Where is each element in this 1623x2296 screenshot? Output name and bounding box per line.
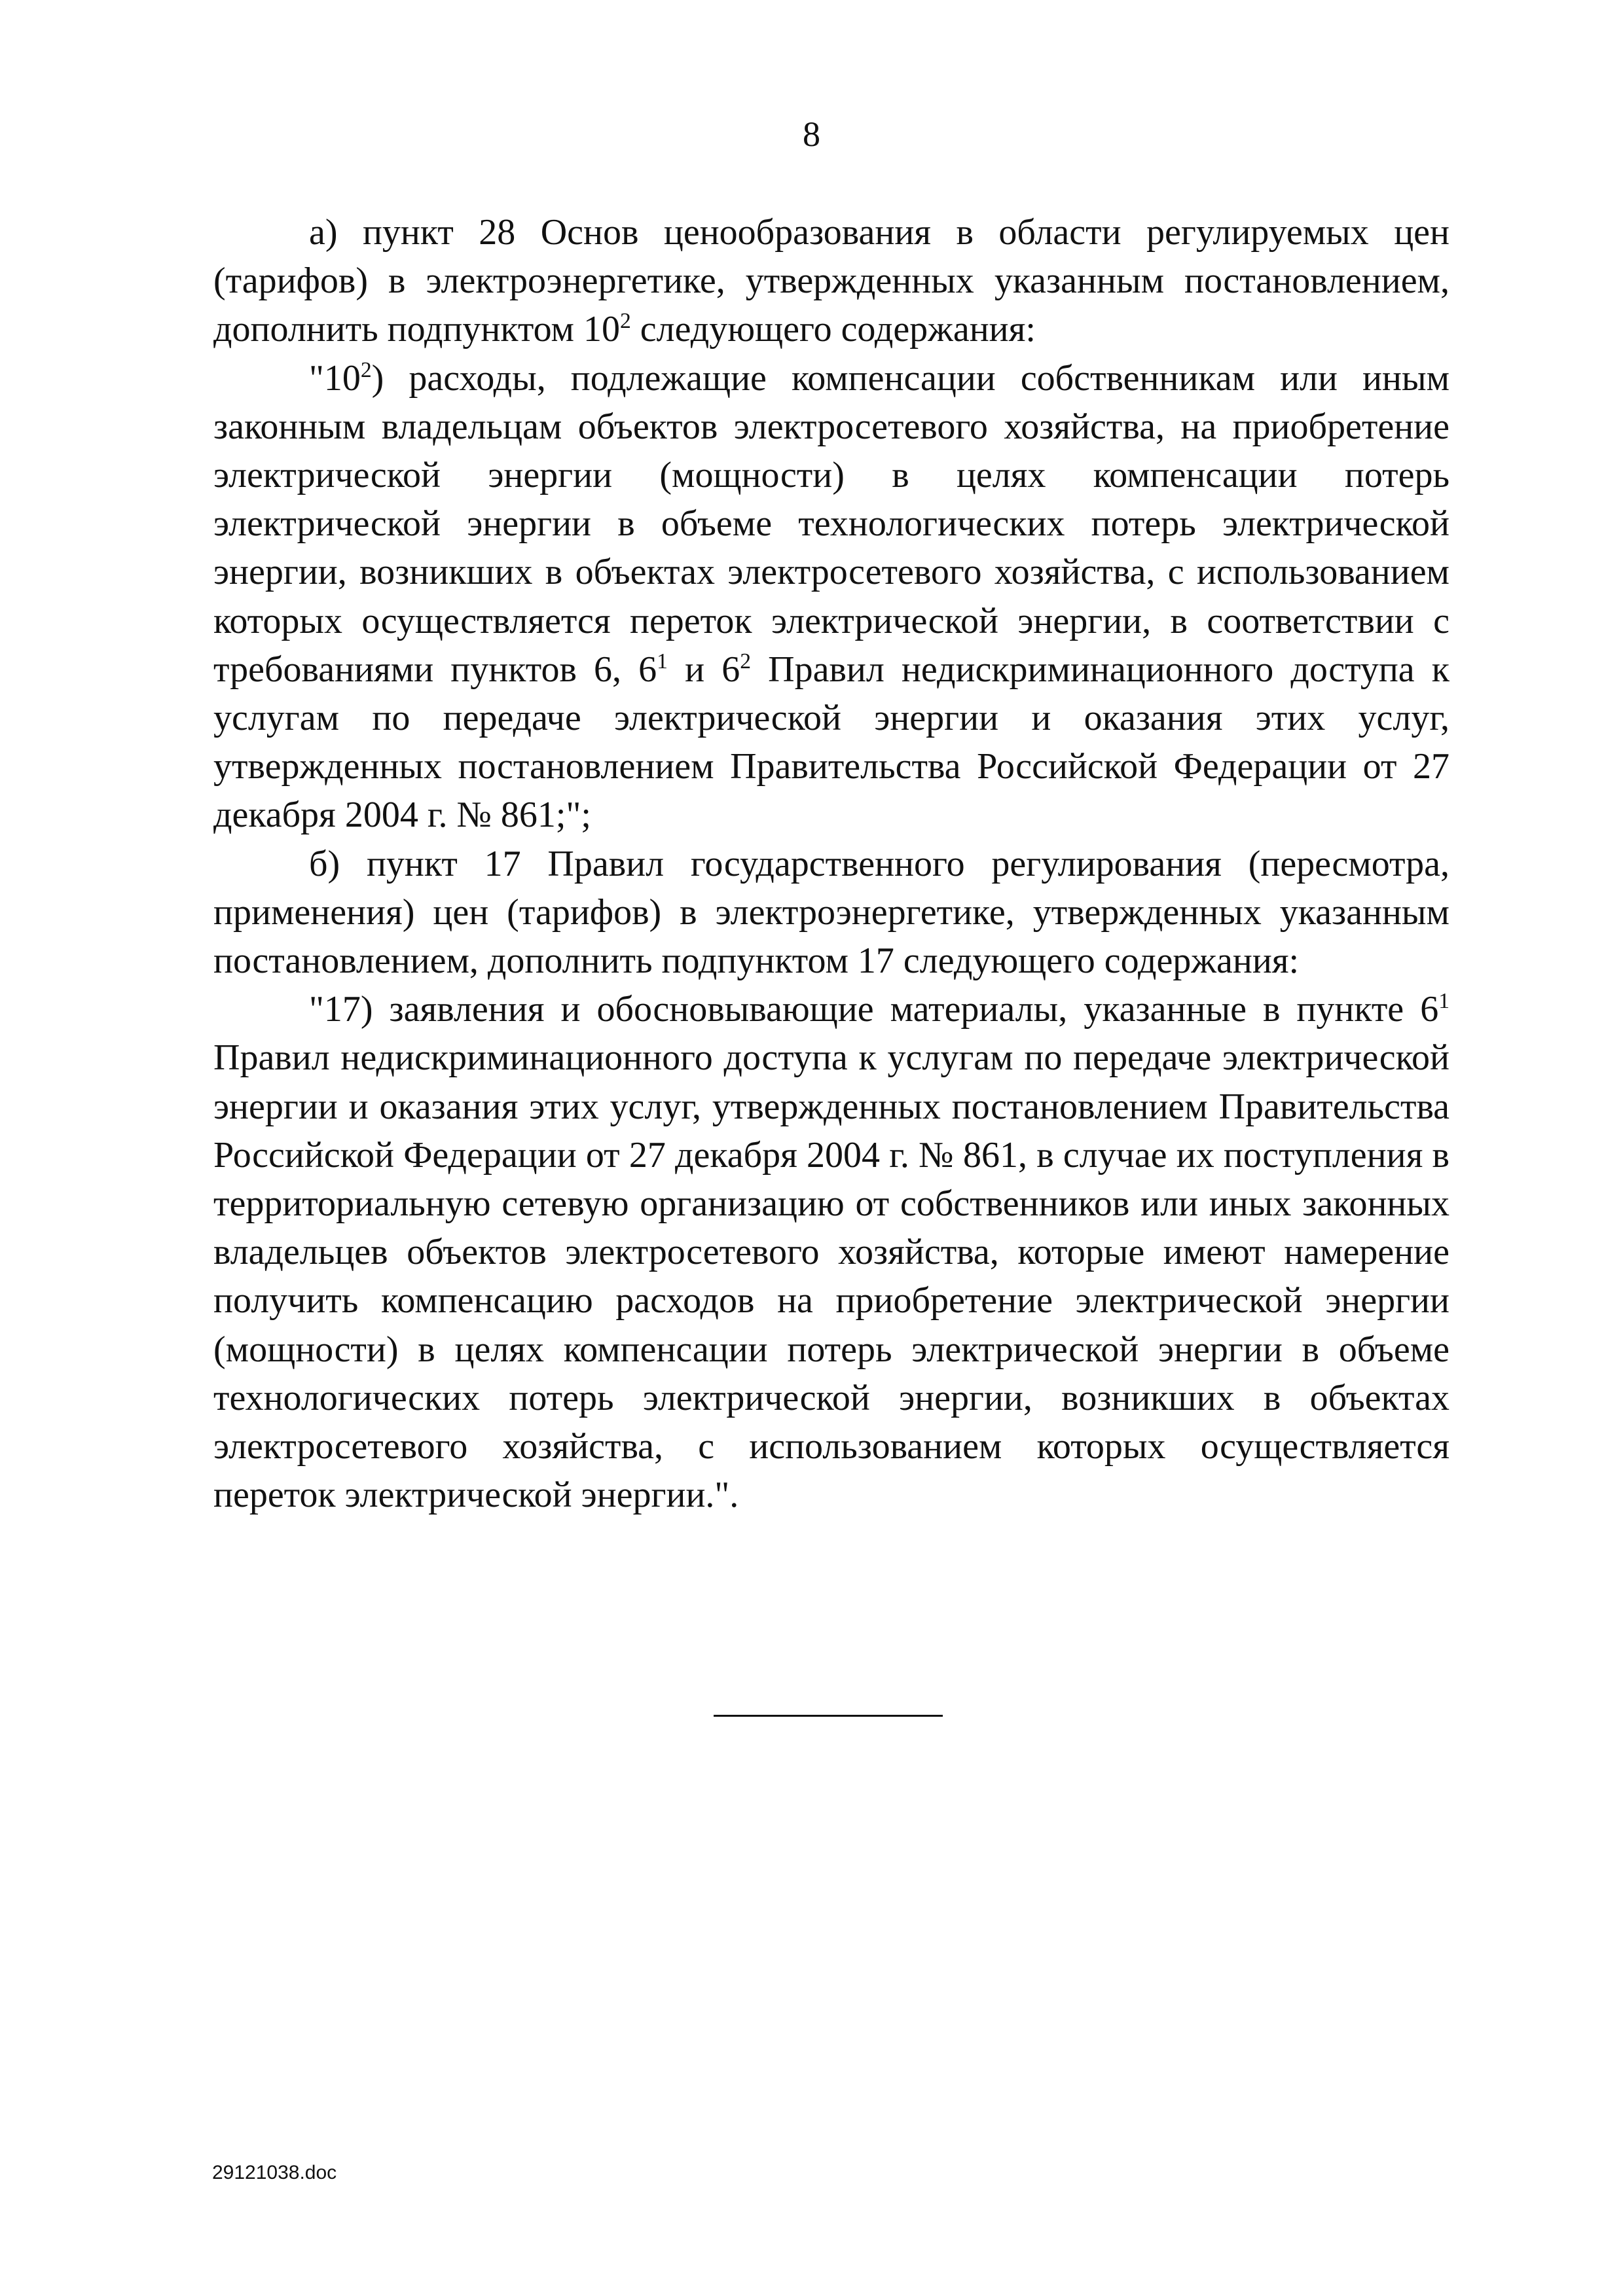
end-of-text-rule [714, 1715, 943, 1717]
document-body [213, 208, 1450, 1519]
paragraph-a-text-tail: следующего содержания: [630, 309, 1036, 350]
superscript: 2 [740, 649, 752, 673]
page-number: 8 [803, 115, 820, 154]
superscript: 1 [657, 649, 668, 673]
quote-text: "17) заявления и обосновывающие материалы, указанные в пункте 6 [309, 989, 1439, 1030]
paragraph-a-text: а) пункт 28 Основ ценообразования в области регулируемых цен (тарифов) в электроэнергетике, утвержденных указанным постановлением, дополнить подпунктом 10 [213, 212, 1450, 350]
quote-subpoint-17 [213, 985, 1450, 1519]
superscript: 2 [619, 309, 631, 334]
quote-subpoint-10-2 [213, 354, 1450, 840]
superscript: 2 [360, 357, 372, 382]
paragraph-b: б) пункт 17 Правил государственного регулирования (пересмотра, применения) цен (тарифов) в электроэнергетике, утвержденных указанным постановлением, дополнить подпунктом 17 следующего содержания: [213, 843, 1450, 982]
paragraph-a [213, 208, 1450, 354]
document-file-id: 29121038.doc [212, 2162, 337, 2183]
quote-text-tail: Правил недискриминационного доступа к услугам по передаче электрической энергии и оказания этих услуг, утвержденных постановлением Правительства Российской Федерации от 27 декабря 2004 г. № 861, в случае их поступления в территориальную сетевую организацию от собственников или иных законных владельцев объектов электросетевого хозяйства, которые имеют намерение получить компенсацию расходов на приобретение электрической энергии (мощности) в целях компенсации потерь электрической энергии в объеме технологических потерь электрической энергии, возникших в объектах электросетевого хозяйства, с использованием которых осуществляется переток электрической энергии.". [213, 1037, 1450, 1516]
quote-text: и 6 [667, 649, 740, 690]
quote-text: ) расходы, подлежащие компенсации собственникам или иным законным владельцам объектов электросетевого хозяйства, на приобретение электрической энергии (мощности) в целях компенсации потерь электрической энергии в объеме технологических потерь электрической энергии, возникших в объектах электросетевого хозяйства, с использованием которых осуществляется переток электрической энергии, в соответствии с требованиями пунктов 6, 6 [213, 357, 1450, 690]
superscript: 1 [1438, 989, 1450, 1014]
quote-text: "10 [309, 357, 361, 399]
quote-text-tail: Правил недискриминационного доступа к услугам по передаче электрической энергии и оказания этих услуг, утвержденных постановлением Правительства Российской Федерации от 27 декабря 2004 г. № 861;"; [213, 649, 1450, 836]
